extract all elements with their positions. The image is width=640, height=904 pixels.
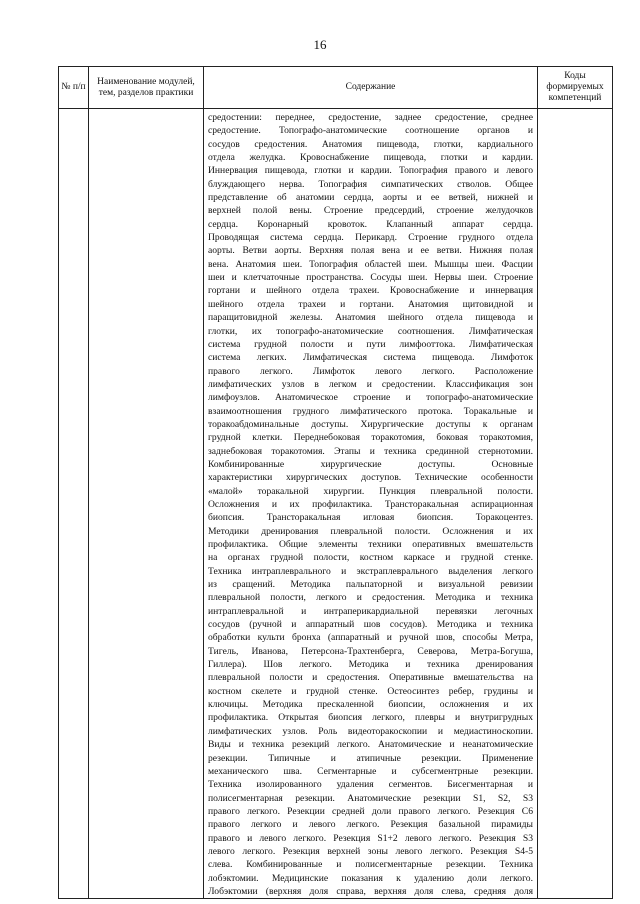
content-line: Тигель, Иванова, Петерсона-Трахтенберга, Северова, Метра-Богуша, <box>208 645 533 657</box>
table-row <box>59 109 613 899</box>
header-competency-codes: Коды формируемых компетенций <box>538 67 613 109</box>
content-line: профилактика. Открытая биопсия легкого, плевры и внутригрудных <box>208 712 533 724</box>
content-line: полисегментарная резекции. Анатомические резекции S1, S2, S3 <box>208 792 533 804</box>
content-line: Техника изолированного удаления сегментов. Бисегментарная и <box>208 779 533 791</box>
content-line: Лобэктомии (верхняя доля справа, верхняя доля слева, средняя доля <box>208 885 533 897</box>
content-line: лобэктомии. Медицинские показания к удалению доли легкого. <box>208 872 533 884</box>
header-module-name: Наименование модулей, тем, разделов практики <box>89 67 204 109</box>
content-line: характеристики хирургических доступов. Технические особенности <box>208 472 533 484</box>
content-line: биопсия. Трансторакальная игловая биопсия. Торакоцентез. <box>208 512 533 524</box>
content-line: слева. Комбинированные и полисегментарные резекции. Техника <box>208 859 533 871</box>
content-line: Комбинированные хирургические доступы. Основные <box>208 458 533 470</box>
content-line: шеи и клетчаточные пространства. Сосуды шеи. Нервы шеи. Строение <box>208 272 533 284</box>
content-line: шейного отдела трахеи и гортани. Анатомия щитовидной и <box>208 298 533 310</box>
content-line: лимфатических узлов. Роль видеоторакоскопии и медиастиноскопии. <box>208 725 533 737</box>
curriculum-table <box>58 66 613 899</box>
content-line: интраплевральной и интраперикардиальной перевязки легочных <box>208 605 533 617</box>
content-line: на органах грудной полости, костном каркасе и грудной стенке. <box>208 552 533 564</box>
content-line: вена. Анатомия шеи. Топография областей шеи. Мышцы шеи. Фасции <box>208 258 533 270</box>
content-line: профилактика. Общие элементы техники оперативных вмешательств <box>208 539 533 550</box>
content-line: из сращений. Методика пальпаторной и визуальной ревизии <box>208 579 533 591</box>
content-line: средостение. Топографо-анатомические соотношение органов и <box>208 125 533 137</box>
content-line: торакоабдоминальные доступы. Хирургические доступы к органам <box>208 418 533 430</box>
content-line: Проводящая система сердца. Перикард. Строение грудного отдела <box>208 232 533 244</box>
content-line: взаимоотношения грудного лимфатического протока. Торакальные и <box>208 405 533 417</box>
cell-module-name <box>89 109 204 899</box>
content-line: система легких. Лимфатическая система пищевода. Лимфоток <box>208 352 533 364</box>
content-line: плевральной полости, легкого и средостения. Методика и техника <box>208 592 533 604</box>
content-line: Методики дренирования плевральной полости. Осложнения и их <box>208 525 533 537</box>
content-line: ключицы. Методика прескаленной биопсии, осложнения и их <box>208 699 533 711</box>
header-content: Содержание <box>204 67 538 109</box>
content-line: система грудной полости и пути лимфооттока. Лимфатическая <box>208 338 533 350</box>
header-num: № п/п <box>59 67 89 109</box>
table-header-row <box>59 67 613 109</box>
content-line: сосудов (ручной и аппаратный шов сосудов). Методика и техника <box>208 619 533 631</box>
content-line: лимфатических узлов в легком и средостении. Классификация зон <box>208 378 533 390</box>
content-line: Виды и техника резекций легкого. Анатомические и неанатомические <box>208 739 533 751</box>
content-line: Гиллера). Шов легкого. Методика и техника дренирования <box>208 659 533 671</box>
content-line: сердца. Коронарный кровоток. Клапанный аппарат сердца. <box>208 218 533 230</box>
cell-competency-codes <box>538 109 613 899</box>
content-line: обработки культи бронха (аппаратный и ручной шов, способы Метра, <box>208 632 533 644</box>
content-line: Осложнения и их профилактика. Трансторакальная аспирационная <box>208 498 533 510</box>
content-line: гортани и шейного отдела трахеи. Кровоснабжение и иннервация <box>208 285 533 297</box>
content-line: грудной клетки. Переднебоковая торакотомия, боковая торакотомия, <box>208 432 533 444</box>
content-line: заднебоковая торакотомия. Этапы и техника срединной стернотомии. <box>208 445 533 457</box>
content-line: лимфоузлов. Анатомическое строение и топографо-анатомические <box>208 392 533 404</box>
content-line: правого легкого и левого легкого. Резекция базальной пирамиды <box>208 819 533 831</box>
page-number: 16 <box>313 37 327 52</box>
content-line: Иннервация пищевода, глотки и кардии. Топография правого и левого <box>208 165 533 177</box>
content-line: паращитовидной железы. Анатомия шейного отдела пищевода и <box>208 312 533 324</box>
content-line: Техника интраплеврального и экстраплеврального выделения легкого <box>208 565 533 577</box>
content-line: костном скелете и грудной стенке. Остеосинтез ребер, грудины и <box>208 685 533 697</box>
content-line: резекции. Типичные и атипичные резекции. Применение <box>208 752 533 764</box>
content-line: «малой» торакальной хирургии. Пункция плевральной полости. <box>208 485 533 497</box>
content-line: правого легкого. Лимфоток левого легкого. Расположение <box>208 365 533 377</box>
content-line: правого легкого. Резекции средней доли правого легкого. Резекция С6 <box>208 805 533 817</box>
content-line: отдела желудка. Кровоснабжение пищевода, глотки и кардии. <box>208 152 533 164</box>
content-line: плевральной полости и средостения. Оперативные вмешательства на <box>208 672 533 684</box>
content-line: представление об анатомии сердца, аорты и ее ветвей, нижней и <box>208 192 533 204</box>
content-line: левого легкого. Резекция верхней зоны левого легкого. Резекция S4-5 <box>208 845 533 857</box>
content-line: средостении: переднее, средостение, заднее средостение, среднее <box>208 112 533 123</box>
content-line: механического шва. Сегментарные и субсегментрные резекции. <box>208 765 533 777</box>
content-line: блуждающего нерва. Топография симпатических стволов. Общее <box>208 178 533 190</box>
cell-content <box>204 109 538 899</box>
content-line: сосудов средостения. Анатомия пищевода, глотки, кардиального <box>208 138 533 150</box>
cell-num <box>59 109 89 899</box>
content-line: глотки, их топографо-анатомические соотношения. Лимфатическая <box>208 325 533 337</box>
content-line: верхней полой вены. Строение предсердий, строение желудочков <box>208 205 533 217</box>
content-line: правого и левого легкого. Резекция S1+2 левого легкого. Резекция S3 <box>208 832 533 844</box>
content-line: аорты. Ветви аорты. Верхняя полая вена и ее ветви. Нижняя полая <box>208 245 533 257</box>
